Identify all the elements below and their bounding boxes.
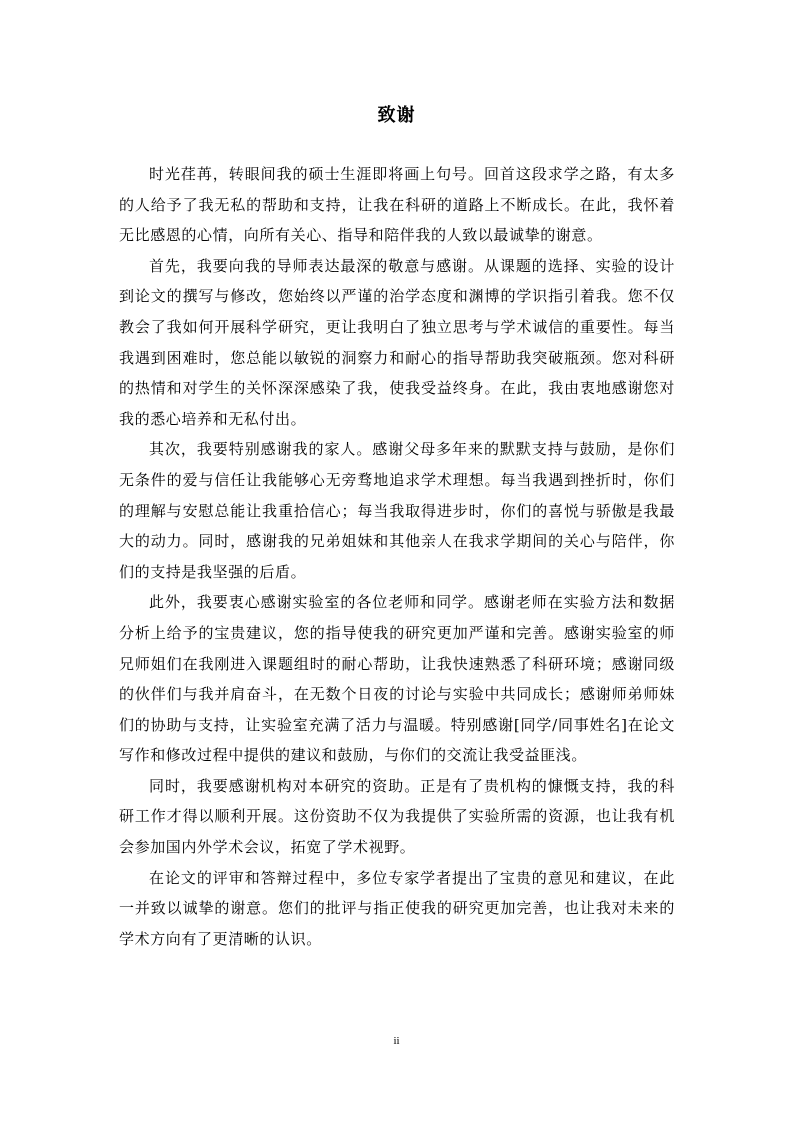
paragraph-reviewers: 在论文的评审和答辩过程中，多位专家学者提出了宝贵的意见和建议，在此一并致以诚挚的谢意。您们的批评与指正使我的研究更加完善，也让我对未来的学术方向有了更清晰的认识。 xyxy=(119,868,675,948)
paragraph-family: 其次，我要特别感谢我的家人。感谢父母多年来的默默支持与鼓励，是你们无条件的爱与信任让我能够心无旁骛地追求学术理想。每当我遇到挫折时，你们的理解与安慰总能让我重拾信心；每当我取得进步时，你们的喜悦与骄傲是我最大的动力。同时，感谢我的兄弟姐妹和其他亲人在我求学期间的关心与陪伴，你们的支持是我坚强的后盾。 xyxy=(119,440,675,581)
acknowledgement-body xyxy=(119,159,675,954)
page-title: 致谢 xyxy=(377,105,416,126)
paragraph-lab: 此外，我要衷心感谢实验室的各位老师和同学。感谢老师在实验方法和数据分析上给予的宝贵建议，您的指导使我的研究更加严谨和完善。感谢实验室的师兄师姐们在我刚进入课题组时的耐心帮助，让我快速熟悉了科研环境；感谢同级的伙伴们与我并肩奋斗，在无数个日夜的讨论与实验中共同成长；感谢师弟师妹们的协助与支持，让实验室充满了活力与温暖。特别感谢[同学/同事姓名]在论文写作和修改过程中提供的建议和鼓励，与你们的交流让我受益匪浅。 xyxy=(119,593,675,765)
paragraph-funding: 同时，我要感谢机构对本研究的资助。正是有了贵机构的慷慨支持，我的科研工作才得以顺利开展。这份资助不仅为我提供了实验所需的资源，也让我有机会参加国内外学术会议，拓宽了学术视野。 xyxy=(119,776,675,857)
page-number: ii xyxy=(393,1035,400,1047)
paragraph-advisor: 首先，我要向我的导师表达最深的敬意与感谢。从课题的选择、实验的设计到论文的撰写与修改，您始终以严谨的治学态度和渊博的学识指引着我。您不仅教会了我如何开展科学研究，更让我明白了独立思考与学术诚信的重要性。每当我遇到困难时，您总能以敏锐的洞察力和耐心的指导帮助我突破瓶颈。您对科研的热情和对学生的关怀深深感染了我，使我受益终身。在此，我由衷地感谢您对我的悉心培养和无私付出。 xyxy=(119,256,675,428)
paragraph-intro: 时光荏苒，转眼间我的硕士生涯即将画上句号。回首这段求学之路，有太多的人给予了我无私的帮助和支持，让我在科研的道路上不断成长。在此，我怀着无比感恩的心情，向所有关心、指导和陪伴我的人致以最诚挚的谢意。 xyxy=(119,165,675,245)
